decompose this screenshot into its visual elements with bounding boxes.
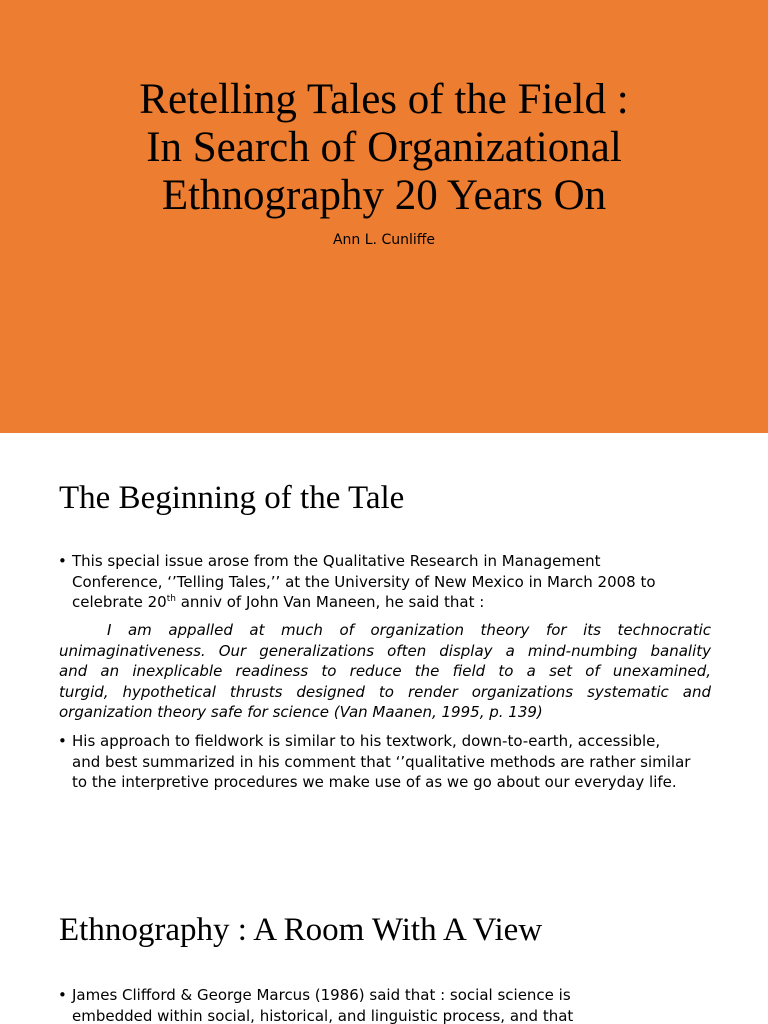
quote-line: organization theory safe for science (Van Maanen, 1995, p. 139) xyxy=(59,703,543,721)
bullet-clifford-marcus xyxy=(58,985,712,1024)
bullet-line: James Clifford & George Marcus (1986) said that : social science is xyxy=(72,986,571,1004)
bullet-text: celebrate 20 xyxy=(72,593,167,611)
bullet-line: and best summarized in his comment that ‘’qualitative methods are rather similar xyxy=(72,752,691,771)
superscript: th xyxy=(166,594,176,604)
bullet-special-issue xyxy=(58,551,712,613)
title-slide xyxy=(0,0,768,433)
bullet-line: His approach to fieldwork is similar to his textwork, down-to-earth, accessible, xyxy=(72,732,661,750)
bullet-line: This special issue arose from the Qualitative Research in Management xyxy=(72,552,601,570)
bullet-line: Conference, ‘’Telling Tales,’’ at the University of New Mexico in March 2008 to xyxy=(72,572,656,591)
bullet-fieldwork-approach xyxy=(58,731,712,793)
quote-line: unimaginativeness. Our generalizations often display a mind-numbing banality xyxy=(59,641,711,660)
bullet-icon: • xyxy=(58,732,67,750)
block-quote xyxy=(59,620,711,723)
quote-line: turgid, hypothetical thrusts designed to render organizations systematic and xyxy=(59,682,711,701)
title-line-1: Retelling Tales of the Field : xyxy=(139,76,629,123)
bullet-icon: • xyxy=(58,552,67,570)
quote-line: I am appalled at much of organization theory for its technocratic xyxy=(107,621,711,639)
bullet-text: anniv of John Van Maneen, he said that : xyxy=(175,593,485,611)
title-line-3: Ethnography 20 Years On xyxy=(161,172,607,219)
section-heading-ethnography: Ethnography : A Room With A View xyxy=(59,912,543,948)
section-heading-beginning: The Beginning of the Tale xyxy=(59,480,405,516)
bullet-line: embedded within social, historical, and linguistic process, and that xyxy=(72,1006,574,1024)
title-line-2: In Search of Organizational xyxy=(146,124,622,171)
slide-title xyxy=(0,76,768,220)
bullet-line xyxy=(72,592,712,613)
quote-line: and an inexplicable readiness to reduce the field to a set of unexamined, xyxy=(59,662,711,680)
bullet-line: to the interpretive procedures we make use of as we go about our everyday life. xyxy=(72,773,677,791)
bullet-icon: • xyxy=(58,986,67,1004)
author-name: Ann L. Cunliffe xyxy=(332,232,436,248)
